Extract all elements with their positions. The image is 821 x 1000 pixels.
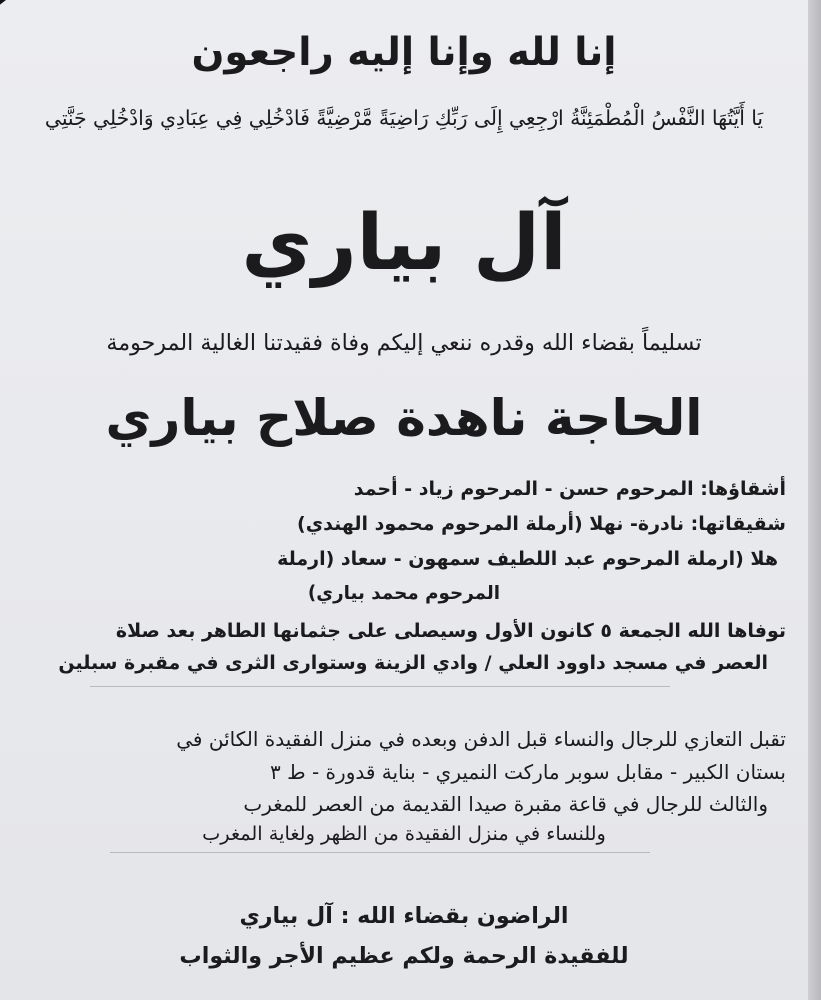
funeral-line-1: توفاها الله الجمعة ٥ كانون الأول وسيصلى على جثمانها الطاهر بعد صلاة: [115, 620, 786, 642]
footer-line-2: للفقيدة الرحمة ولكم عظيم الأجر والثواب: [179, 943, 629, 969]
brothers-line: أشقاؤها: المرحوم حسن - المرحوم زياد - أحمد: [353, 478, 786, 500]
paper-edge: [808, 0, 821, 1000]
sisters-line-2: هلا (ارملة المرحوم عبد اللطيف سمهون - سعاد (ارملة: [277, 548, 778, 570]
sisters-line-3: المرحوم محمد بياري): [307, 583, 501, 604]
deceased-name: الحاجة ناهدة صلاح بياري: [105, 388, 703, 447]
condolences-line-2: بستان الكبير - مقابل سوبر ماركت النميري - بناية قدورة - ط ٣: [270, 760, 786, 784]
condolences-line-3: والثالث للرجال في قاعة مقبرة صيدا القديمة من العصر للمغرب: [243, 792, 768, 816]
footer-line-1: الراضون بقضاء الله : آل بياري: [239, 903, 569, 929]
family-name: آل بياري: [241, 198, 567, 288]
mourning-ribbon: [0, 0, 84, 25]
condolences-line-4: وللنساء في منزل الفقيدة من الظهر ولغاية المغرب: [202, 822, 606, 845]
divider: [90, 686, 670, 687]
condolences-line-1: تقبل التعازي للرجال والنساء قبل الدفن وبعده في منزل الفقيدة الكائن في: [176, 727, 786, 751]
quran-title: إنا لله وإنا إليه راجعون: [191, 30, 617, 75]
funeral-line-2: العصر في مسجد داوود العلي / وادي الزينة وستوارى الثرى في مقبرة سبلين: [58, 652, 768, 674]
verse: يَا أَيَّتُهَا النَّفْسُ الْمُطْمَئِنَّةُ ارْجِعِي إِلَى رَبِّكِ رَاضِيَةً مَّرْضِيَّةً فَادْخُلِي فِي عِبَادِي وَادْخُلِي جَنَّتِي: [44, 106, 764, 130]
sisters-line-1: شقيقاتها: نادرة- نهلا (أرملة المرحوم محمود الهندي): [297, 513, 786, 535]
intro-text: تسليماً بقضاء الله وقدره ننعي إليكم وفاة فقيدتنا الغالية المرحومة: [106, 330, 702, 356]
divider: [110, 852, 650, 853]
